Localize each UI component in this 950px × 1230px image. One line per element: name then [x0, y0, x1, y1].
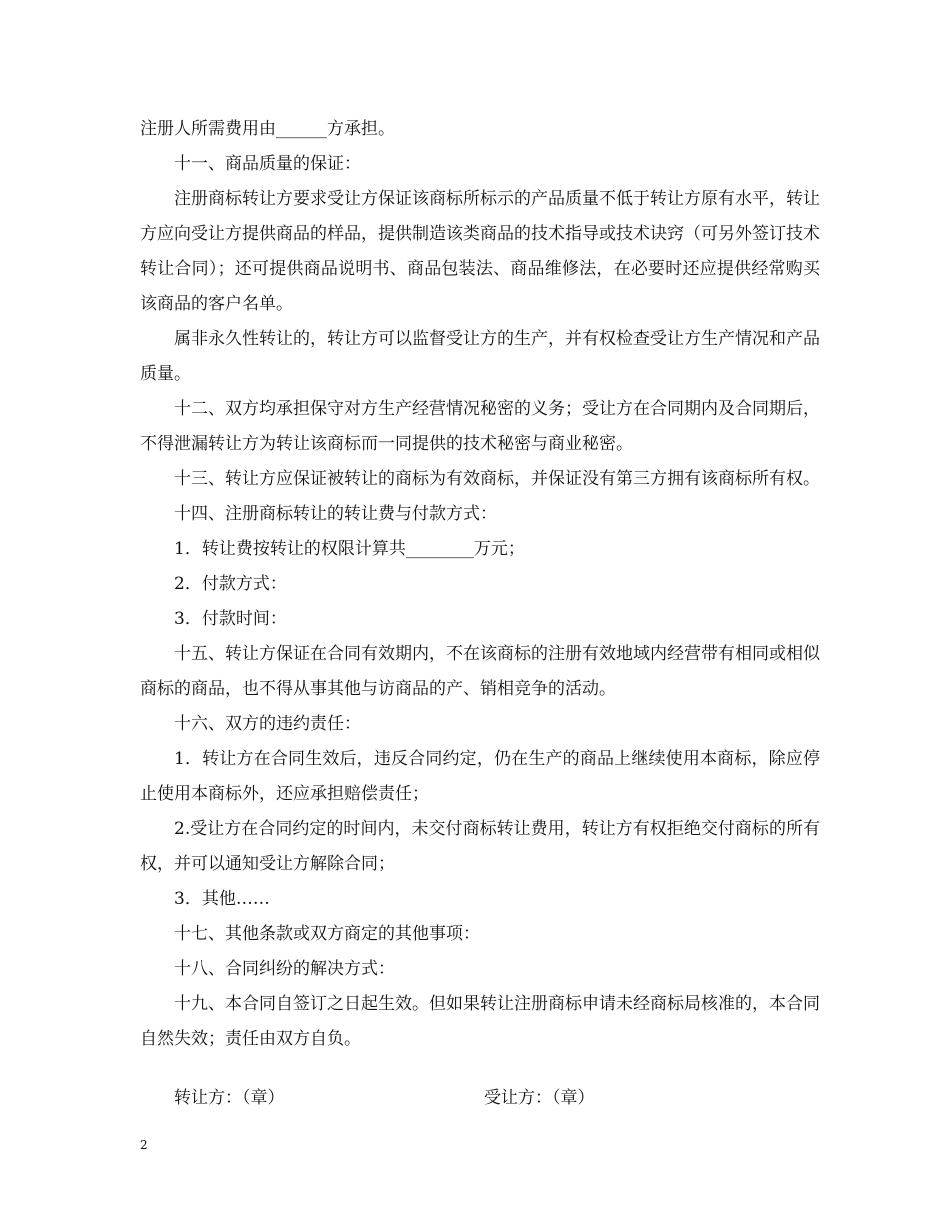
paragraph: 十五、转让方保证在合同有效期内，不在该商标的注册有效地域内经营带有相同或相似商标的商品，也不得从事其他与访商品的产、销相竞争的活动。: [140, 644, 820, 699]
paragraph: 十四、注册商标转让的转让费与付款方式：: [174, 504, 497, 524]
paragraph: 1．转让费按转让的权限计算共________万元；: [174, 539, 525, 559]
paragraph: 2．付款方式：: [174, 574, 287, 594]
paragraph: 3．其他……: [174, 889, 270, 909]
paragraph: 2.受让方在合同约定的时间内，未交付商标转让费用，转让方有权拒绝交付商标的所有权，并可以通知受让方解除合同；: [140, 819, 820, 874]
paragraph: 十七、其他条款或双方商定的其他事项：: [174, 924, 480, 944]
paragraph: 属非永久性转让的，转让方可以监督受让方的生产，并有权检查受让方生产情况和产品质量。: [140, 329, 820, 384]
paragraph: 十八、合同纠纷的解决方式：: [174, 959, 395, 979]
paragraph: 十六、双方的违约责任：: [174, 714, 361, 734]
paragraph: 1．转让方在合同生效后，违反合同约定，仍在生产的商品上继续使用本商标，除应停止使用本商标外，还应承担赔偿责任；: [140, 749, 820, 804]
paragraph: 十三、转让方应保证被转让的商标为有效商标，并保证没有第三方拥有该商标所有权。: [174, 469, 820, 489]
transferee-signature: 受让方：（章）: [484, 1088, 595, 1108]
paragraph: 十二、双方均承担保守对方生产经营情况秘密的义务；受让方在合同期内及合同期后，不得泄漏转让方为转让该商标而一同提供的技术秘密与商业秘密。: [140, 399, 820, 454]
paragraph: 十一、商品质量的保证：: [174, 154, 361, 174]
paragraph: 十九、本合同自签订之日起生效。但如果转让注册商标申请未经商标局核准的，本合同自然失效；责任由双方自负。: [140, 994, 820, 1049]
page-number: 2: [140, 1138, 148, 1152]
paragraph: 注册商标转让方要求受让方保证该商标所标示的产品质量不低于转让方原有水平，转让方应向受让方提供商品的样品，提供制造该类商品的技术指导或技术诀窍（可另外签订技术转让合同）；还可提供商品说明书、商品包装法、商品维修法，在必要时还应提供经常购买该商品的客户名单。: [140, 189, 820, 314]
signature-row: [174, 1081, 674, 1116]
paragraph: 3．付款时间：: [174, 609, 287, 629]
document-body: [140, 112, 820, 1057]
paragraph: 注册人所需费用由______方承担。: [140, 119, 395, 139]
transferor-signature: 转让方：（章）: [174, 1088, 285, 1108]
